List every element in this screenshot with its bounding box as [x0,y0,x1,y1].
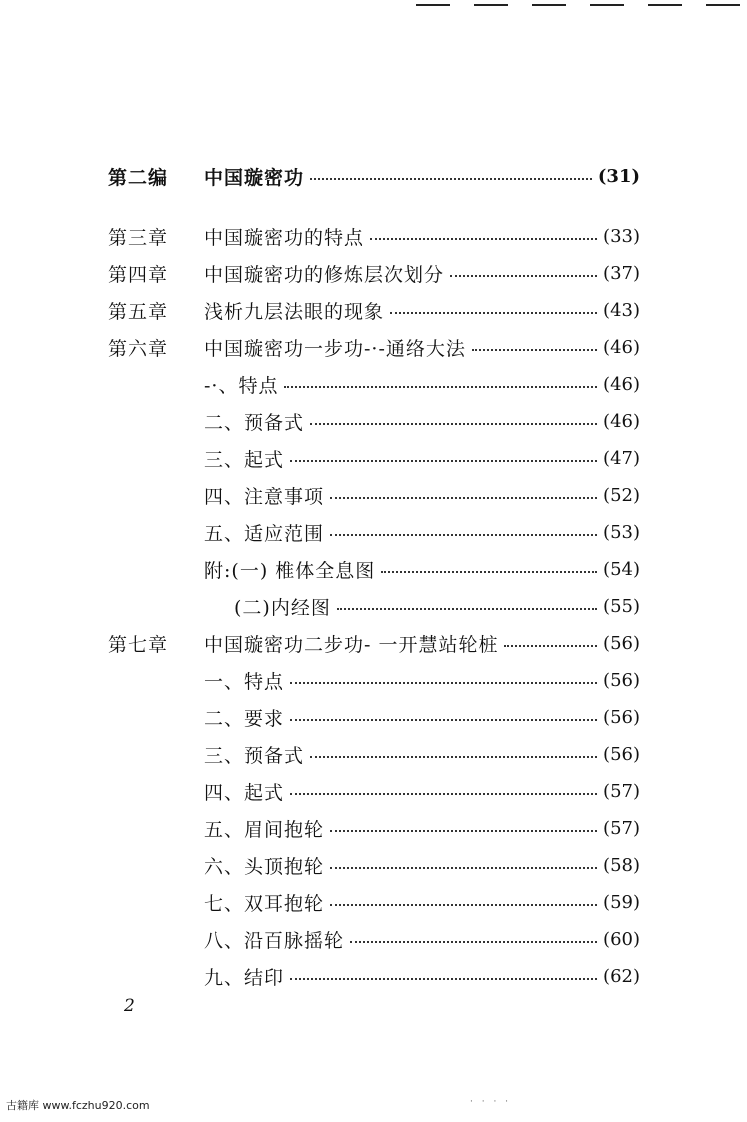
toc-page-number: (53) [603,521,640,543]
toc-entry [108,553,640,585]
toc-entry [108,257,640,289]
toc-entry [108,405,640,437]
dot-leader [330,830,597,832]
toc-entry-title: 五、适应范围 [204,522,325,545]
dot-leader [290,978,597,980]
toc-entry-title: 中国璇密功 [204,166,305,189]
toc-page-number: (46) [603,373,640,395]
dot-leader [290,793,597,795]
dot-leader [381,571,597,573]
toc-entry-title: 七、双耳抱轮 [204,892,325,915]
toc-entry [108,812,640,844]
toc-entry [108,479,640,511]
toc-page-number: (58) [603,854,640,876]
toc-entry [108,368,640,400]
toc-entry-title: (二)内经图 [234,596,331,619]
toc-page-number: (54) [603,558,640,580]
toc-page-number: (31) [597,165,640,187]
toc-chapter-label: 第二编 [108,166,169,189]
toc-entry-title: 中国璇密功的修炼层次划分 [204,263,445,286]
toc-page-number: (62) [603,965,640,987]
toc-entry-title: 一、特点 [204,670,285,693]
dot-leader [472,349,597,351]
toc-entry [108,738,640,770]
toc-entry-title: -·、特点 [204,374,279,397]
toc-page-number: (37) [603,262,640,284]
dot-leader [284,386,597,388]
toc-page-number: (56) [603,706,640,728]
dot-leader [330,904,597,906]
toc-page-number: (57) [603,817,640,839]
toc-page-number: (55) [603,595,640,617]
toc-page-number: (56) [603,669,640,691]
toc-entry-title: 六、头顶抱轮 [204,855,325,878]
toc-entry [108,886,640,918]
dot-leader [330,497,597,499]
toc-entry-title: 五、眉间抱轮 [204,818,325,841]
toc-entry [108,442,640,474]
dot-leader [290,719,597,721]
toc-entry [108,516,640,548]
toc-page-number: (33) [603,225,640,247]
toc-entry-title: 九、结印 [204,966,285,989]
dot-leader [290,460,597,462]
toc-entry [108,590,640,622]
toc-entry-title: 四、起式 [204,781,285,804]
toc-chapter-label: 第五章 [108,300,169,323]
dot-leader [504,645,597,647]
toc-entry-title: 中国璇密功一步功-·-通络大法 [204,337,466,360]
dot-leader [350,941,597,943]
dot-leader [290,682,597,684]
dot-leader [370,238,597,240]
toc-page-number: (52) [603,484,640,506]
toc-chapter-label: 第六章 [108,337,169,360]
toc-entry-title: 附:(一) 椎体全息图 [204,559,376,582]
toc-entry-title: 三、起式 [204,448,285,471]
toc-entry [108,160,640,192]
toc-entry-title: 二、预备式 [204,411,305,434]
dot-leader [310,756,597,758]
dot-leader [330,867,597,869]
dot-leader [310,423,597,425]
toc-entry-title: 中国璇密功二步功- 一开慧站轮桩 [204,633,499,656]
toc-page-number: (46) [603,336,640,358]
toc-entry [108,627,640,659]
watermark-text: 古籍库 www.fczhu920.com [6,1099,150,1112]
toc-entry [108,960,640,992]
toc-entry [108,849,640,881]
toc-page-number: (46) [603,410,640,432]
dot-leader [337,608,597,610]
toc-page-number: (56) [603,632,640,654]
toc-entry [108,775,640,807]
toc-entry [108,701,640,733]
toc-entry [108,294,640,326]
toc-entry-title: 二、要求 [204,707,285,730]
toc-entry-title: 八、沿百脉摇轮 [204,929,345,952]
toc-chapter-label: 第七章 [108,633,169,656]
toc-chapter-label: 第四章 [108,263,169,286]
toc-entry [108,331,640,363]
toc-entry-title: 三、预备式 [204,744,305,767]
dot-leader [450,275,597,277]
toc-page-number: (57) [603,780,640,802]
toc-page-number: (59) [603,891,640,913]
dot-leader [330,534,597,536]
toc-entry [108,923,640,955]
dot-leader [310,178,592,180]
toc-entry-title: 中国璇密功的特点 [204,226,365,249]
toc-page-number: (43) [603,299,640,321]
toc-entry [108,664,640,696]
toc-entry [108,220,640,252]
dot-leader [390,312,597,314]
toc-page-number: (47) [603,447,640,469]
toc-entry-title: 四、注意事项 [204,485,325,508]
page-number: 2 [124,996,135,1016]
toc-entry-title: 浅析九层法眼的现象 [204,300,385,323]
toc-page-number: (56) [603,743,640,765]
toc-chapter-label: 第三章 [108,226,169,249]
toc-page-number: (60) [603,928,640,950]
scan-smudge: · · · · [470,1097,512,1107]
top-edge-marks [410,0,747,10]
